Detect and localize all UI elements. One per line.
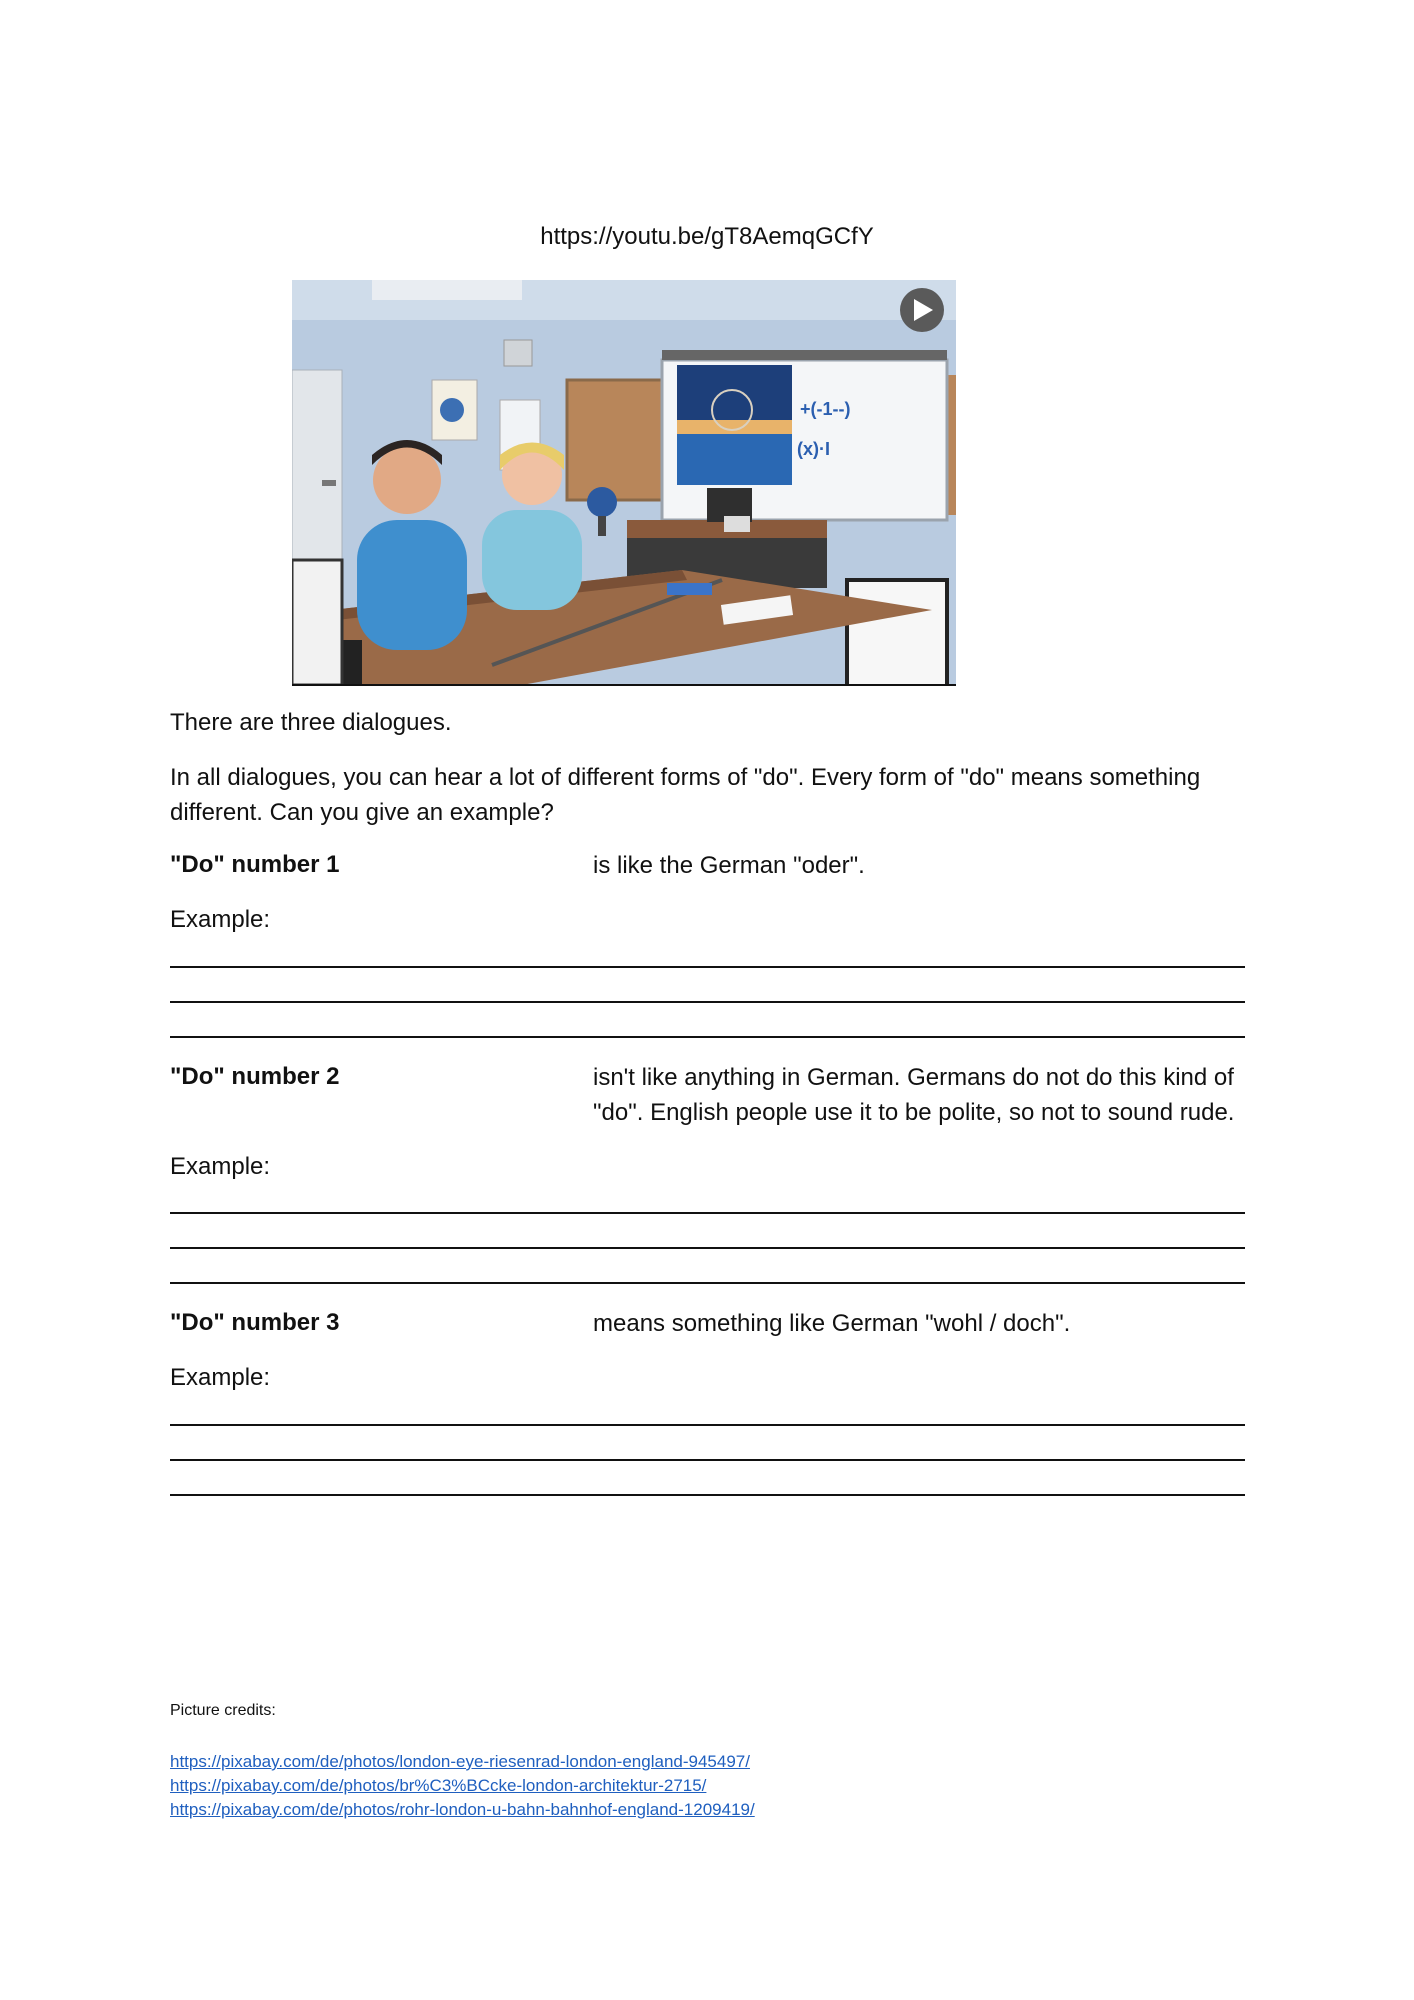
do-number-3-description: means something like German "wohl / doch".	[593, 1310, 1071, 1337]
intro-line-2: In all dialogues, you can hear a lot of different forms of "do". Every form of "do" means something	[170, 764, 1201, 791]
video-url[interactable]: https://youtu.be/gT8AemqGCfY	[540, 223, 874, 250]
intro-line-1: There are three dialogues.	[170, 709, 452, 736]
answer-line[interactable]	[170, 966, 1245, 968]
answer-line[interactable]	[170, 1001, 1245, 1003]
example-label-1: Example:	[170, 906, 271, 933]
board-formula-1: +(-1--)	[800, 399, 851, 419]
example-label-3: Example:	[170, 1364, 271, 1391]
example-label-2: Example:	[170, 1153, 271, 1180]
answer-line[interactable]	[170, 1459, 1245, 1461]
play-icon[interactable]	[900, 288, 944, 332]
credit-link-1[interactable]: https://pixabay.com/de/photos/london-eye-riesenrad-london-england-945497/	[170, 1752, 750, 1771]
answer-line[interactable]	[170, 1036, 1245, 1038]
do-number-3-label: "Do" number 3	[170, 1309, 340, 1336]
picture-credits-title: Picture credits:	[170, 1702, 276, 1719]
answer-line[interactable]	[170, 1282, 1245, 1284]
do-number-2-label: "Do" number 2	[170, 1063, 340, 1090]
video-thumbnail[interactable]	[292, 280, 956, 685]
classroom-illustration	[292, 280, 956, 685]
do-number-2-description-line-2: "do". English people use it to be polite, so not to sound rude.	[593, 1099, 1235, 1126]
answer-line[interactable]	[170, 1212, 1245, 1214]
video-bottom-border	[292, 684, 956, 686]
credit-link-3[interactable]: https://pixabay.com/de/photos/rohr-london-u-bahn-bahnhof-england-1209419/	[170, 1800, 755, 1819]
do-number-2-description-line-1: isn't like anything in German. Germans do not do this kind of	[593, 1064, 1234, 1091]
credit-link-2[interactable]: https://pixabay.com/de/photos/br%C3%BCcke-london-architektur-2715/	[170, 1776, 707, 1795]
intro-line-3: different. Can you give an example?	[170, 799, 554, 826]
do-number-1-label: "Do" number 1	[170, 851, 340, 878]
board-formula-2: (x)·I	[797, 439, 830, 459]
answer-line[interactable]	[170, 1424, 1245, 1426]
answer-line[interactable]	[170, 1247, 1245, 1249]
answer-line[interactable]	[170, 1494, 1245, 1496]
do-number-1-description: is like the German "oder".	[593, 852, 865, 879]
